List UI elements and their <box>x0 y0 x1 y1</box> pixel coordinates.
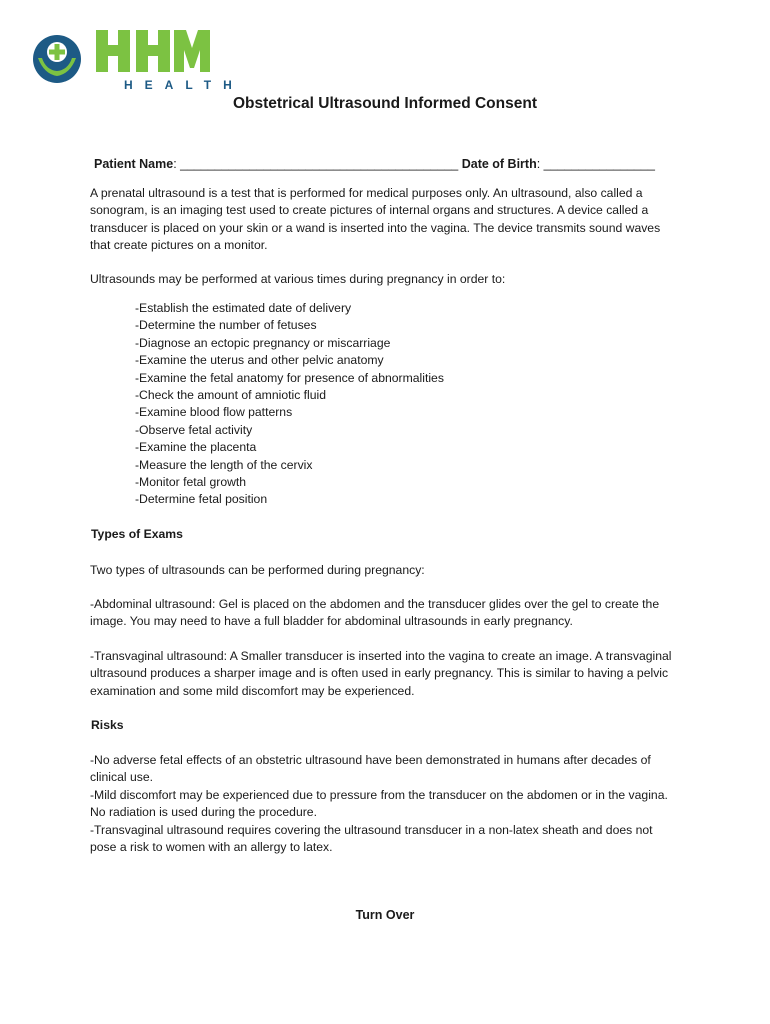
date-of-birth-field[interactable]: : ________________ <box>536 157 655 171</box>
patient-name-field[interactable]: : ________________________________________ <box>173 157 459 171</box>
document-title: Obstetrical Ultrasound Informed Consent <box>232 95 537 112</box>
purpose-item: -Examine the fetal anatomy for presence of abnormalities <box>135 370 444 385</box>
patient-name-label: Patient Name <box>94 157 174 171</box>
purpose-item: -Examine blood flow patterns <box>135 405 293 420</box>
risks-heading: Risks <box>91 718 124 732</box>
risk-item: -No adverse fetal effects of an obstetric ultrasound have been demonstrated in humans after decades of clinical use. <box>90 753 651 785</box>
purpose-item: -Diagnose an ectopic pregnancy or miscarriage <box>135 335 391 350</box>
patient-info-line <box>94 157 655 171</box>
purpose-item: -Determine the number of fetuses <box>135 318 317 333</box>
purpose-item: -Monitor fetal growth <box>135 475 247 490</box>
risk-item: -Transvaginal ultrasound requires covering the ultrasound transducer in a non-latex sheath and does not pose a risk to women with an allergy to latex. <box>90 822 653 855</box>
risks-list <box>90 752 680 856</box>
risk-item: -Mild discomfort may be experienced due to pressure from the transducer on the abdomen or in the vagina. No radiation is used during the procedure. <box>90 787 668 820</box>
purpose-item: -Check the amount of amniotic fluid <box>135 388 327 403</box>
purpose-item: -Examine the uterus and other pelvic anatomy <box>135 353 384 368</box>
types-intro: Two types of ultrasounds can be performed during pregnancy: <box>90 563 425 577</box>
purpose-item: -Determine fetal position <box>135 492 268 507</box>
purpose-item: -Measure the length of the cervix <box>135 457 313 472</box>
purpose-item: -Examine the placenta <box>135 440 257 455</box>
date-of-birth-label: Date of Birth <box>461 157 537 171</box>
intro-paragraph: A prenatal ultrasound is a test that is performed for medical purposes only. An ultrasound, also called a sonogram, is an imaging test used to create pictures of internal organs and structures. A device called a transducer is placed on your skin or a wand is inserted into the vagina. The device transmits sound waves that create pictures on a monitor. <box>90 186 661 253</box>
purpose-intro: Ultrasounds may be performed at various times during pregnancy in order to: <box>90 272 506 286</box>
turn-over-note: Turn Over <box>355 908 415 922</box>
purpose-list <box>135 300 444 509</box>
hhm-health-logo <box>30 28 244 94</box>
purpose-item: -Establish the estimated date of delivery <box>135 301 352 315</box>
logo-wordmark: HEALTH <box>124 78 244 92</box>
purpose-item: -Observe fetal activity <box>135 422 253 437</box>
abdominal-ultrasound-paragraph: -Abdominal ultrasound: Gel is placed on the abdomen and the transducer glides over the gel to create the image. You may need to have a full bladder for abdominal ultrasounds in early pregnancy. <box>90 597 660 629</box>
transvaginal-ultrasound-paragraph: -Transvaginal ultrasound: A Smaller transducer is inserted into the vagina to create an image. A transvaginal ultrasound produces a sharper image and is often used in early pregnancy. This is similar to having a pelvic examination and some mild discomfort may be experienced. <box>90 649 672 698</box>
types-of-exams-heading: Types of Exams <box>91 527 183 541</box>
